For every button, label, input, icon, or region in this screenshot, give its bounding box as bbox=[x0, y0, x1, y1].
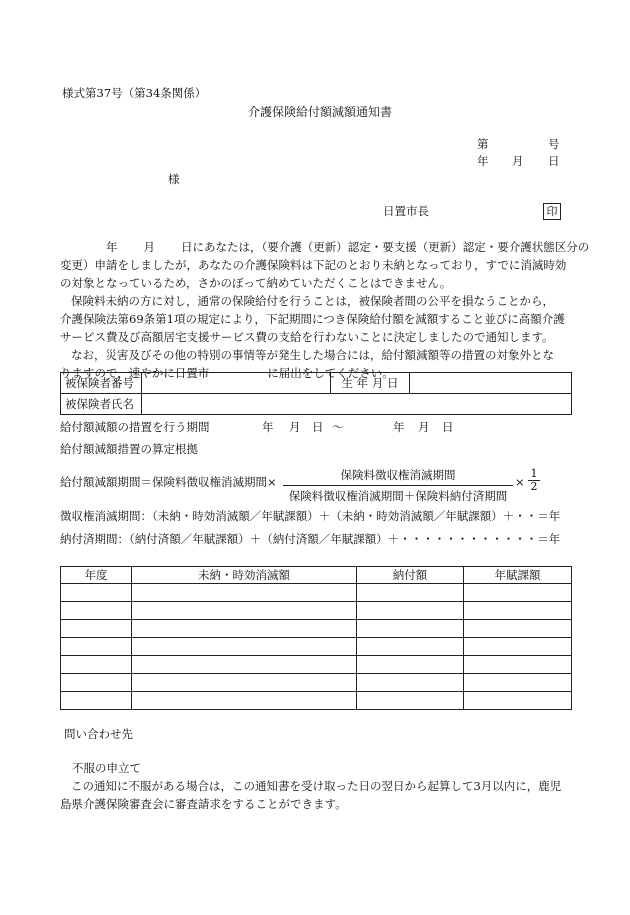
objection-line-1: この通知に不服がある場合は，この通知書を受け取った日の翌日から起算して3月以内に，鹿児 bbox=[71, 779, 562, 793]
insured-number-label: 被保険者番号 bbox=[61, 373, 142, 394]
annual-levy-cell[interactable] bbox=[464, 638, 572, 656]
unpaid-amount-cell[interactable] bbox=[132, 692, 357, 710]
paragraph-3-line-2b: に届出をしてください。 bbox=[267, 366, 394, 380]
formula-half-denominator: 2 bbox=[530, 480, 538, 493]
intro-day-text: 日にあなたは，（要介護（更新）認定・要支援（更新）認定・要介護状態区分の bbox=[181, 240, 590, 254]
paid-period-formula: 納付済期間：（納付済額／年賦課額）＋（納付済額／年賦課額）＋・・・・・・・・・・・・＝年 bbox=[60, 532, 561, 546]
fiscal-year-cell[interactable] bbox=[61, 602, 132, 620]
calculation-basis-title: 給付額減額措置の算定根拠 bbox=[60, 442, 198, 456]
intro-line-3: の対象となっているため，さかのぼって納めていただくことはできません。 bbox=[60, 276, 452, 290]
table-row bbox=[61, 656, 572, 674]
unpaid-amount-cell[interactable] bbox=[132, 620, 357, 638]
document-title: 介護保険給付額減額通知書 bbox=[248, 105, 393, 119]
period-from-year: 年 bbox=[262, 420, 274, 434]
objection-title: 不服の申立て bbox=[72, 761, 141, 775]
number-suffix: 号 bbox=[548, 137, 560, 151]
paragraph-3-line-1: なお，災害及びその他の特別の事情等が発生した場合には，給付額減額等の措置の対象外とな bbox=[71, 348, 554, 362]
annual-levy-cell[interactable] bbox=[464, 602, 572, 620]
formula-numerator: 保険料徴収権消滅期間 bbox=[283, 467, 513, 486]
table-row bbox=[61, 692, 572, 710]
formula-half bbox=[528, 468, 540, 493]
unpaid-amount-cell[interactable] bbox=[132, 584, 357, 602]
extinct-period-formula: 徴収権消滅期間：（未納・時効消滅額／年賦課額）＋（未納・時効消滅額／年賦課額）＋・・＝年 bbox=[60, 509, 561, 523]
unpaid-amount-cell[interactable] bbox=[132, 602, 357, 620]
insured-name-value[interactable] bbox=[142, 394, 572, 415]
header-annual-levy: 年賦課額 bbox=[464, 567, 572, 584]
fiscal-year-cell[interactable] bbox=[61, 674, 132, 692]
table-row bbox=[61, 584, 572, 602]
paragraph-3-line-2a: りますので，速やかに日置市 bbox=[60, 366, 210, 380]
unpaid-amount-cell[interactable] bbox=[132, 656, 357, 674]
insured-info-table bbox=[60, 372, 572, 415]
insured-number-value[interactable] bbox=[142, 373, 331, 394]
formula-times: × bbox=[515, 475, 525, 489]
paid-amount-cell[interactable] bbox=[357, 674, 464, 692]
birth-date-value[interactable] bbox=[410, 373, 572, 394]
annual-levy-cell[interactable] bbox=[464, 674, 572, 692]
period-to-month: 月 bbox=[418, 420, 430, 434]
formula-denominator: 保険料徴収権消滅期間＋保険料納付済期間 bbox=[288, 489, 508, 503]
fiscal-year-cell[interactable] bbox=[61, 620, 132, 638]
table-row bbox=[61, 638, 572, 656]
header-paid-amount: 納付額 bbox=[357, 567, 464, 584]
paid-amount-cell[interactable] bbox=[357, 620, 464, 638]
table-row bbox=[61, 602, 572, 620]
fiscal-year-cell[interactable] bbox=[61, 638, 132, 656]
number-label: 第 bbox=[477, 137, 489, 151]
paid-amount-cell[interactable] bbox=[357, 656, 464, 674]
objection-paragraph bbox=[60, 777, 575, 813]
insured-name-label: 被保険者氏名 bbox=[61, 394, 142, 415]
annual-levy-cell[interactable] bbox=[464, 620, 572, 638]
intro-paragraph bbox=[60, 238, 590, 292]
header-unpaid-amount: 未納・時効消滅額 bbox=[132, 567, 357, 584]
intro-line-2: 変更）申請をしましたが，あなたの介護保険料は下記のとおり未納となっており，すでに消滅時効 bbox=[60, 258, 567, 272]
annual-levy-cell[interactable] bbox=[464, 656, 572, 674]
header-fiscal-year: 年度 bbox=[61, 567, 132, 584]
paid-amount-cell[interactable] bbox=[357, 692, 464, 710]
form-number: 様式第37号（第34条関係） bbox=[62, 86, 207, 100]
date-month: 月 bbox=[512, 154, 524, 168]
unpaid-amount-cell[interactable] bbox=[132, 638, 357, 656]
date-day: 日 bbox=[548, 154, 560, 168]
fiscal-year-cell[interactable] bbox=[61, 692, 132, 710]
intro-year: 年 bbox=[106, 240, 118, 254]
fiscal-year-cell[interactable] bbox=[61, 656, 132, 674]
reduction-period-label: 給付額減額の措置を行う期間 bbox=[60, 420, 210, 434]
table-row bbox=[61, 674, 572, 692]
paragraph-2-line-3: サービス費及び高額居宅支援サービス費の支給を行わないことに決定しましたので通知します。 bbox=[60, 330, 554, 344]
paid-amount-cell[interactable] bbox=[357, 602, 464, 620]
period-to-year: 年 bbox=[393, 420, 405, 434]
issuer-name: 日置市長 bbox=[383, 204, 429, 218]
birth-date-label: 生 年 月 日 bbox=[331, 373, 410, 394]
table-row bbox=[61, 620, 572, 638]
annual-levy-cell[interactable] bbox=[464, 584, 572, 602]
addressee-suffix: 様 bbox=[168, 172, 180, 186]
period-to-day: 日 bbox=[442, 420, 454, 434]
formula-lhs: 給付額減額期間＝保険料徴収権消滅期間× bbox=[60, 475, 277, 489]
formula-half-numerator: 1 bbox=[528, 468, 540, 481]
objection-line-2: 島県介護保険審査会に審査請求をすることができます。 bbox=[60, 797, 347, 811]
inquiry-label: 問い合わせ先 bbox=[64, 727, 133, 741]
date-year: 年 bbox=[477, 154, 489, 168]
intro-month: 月 bbox=[143, 240, 155, 254]
seal-stamp: 印 bbox=[543, 203, 561, 220]
period-tilde: ～ bbox=[332, 420, 344, 434]
paragraph-2 bbox=[60, 292, 575, 346]
paragraph-2-line-2: 介護保険法第69条第1項の規定により，下記期間につき保険給付額を減額すること並びに高額介護 bbox=[60, 312, 565, 326]
calculation-table bbox=[60, 566, 572, 710]
paragraph-2-line-1: 保険料未納の方に対し，通常の保険給付を行うことは，被保険者間の公平を損なうことから， bbox=[71, 294, 554, 308]
fiscal-year-cell[interactable] bbox=[61, 584, 132, 602]
paid-amount-cell[interactable] bbox=[357, 638, 464, 656]
paid-amount-cell[interactable] bbox=[357, 584, 464, 602]
period-from-month: 月 bbox=[289, 420, 301, 434]
formula-fraction bbox=[283, 467, 513, 504]
period-from-day: 日 bbox=[312, 420, 324, 434]
unpaid-amount-cell[interactable] bbox=[132, 674, 357, 692]
annual-levy-cell[interactable] bbox=[464, 692, 572, 710]
